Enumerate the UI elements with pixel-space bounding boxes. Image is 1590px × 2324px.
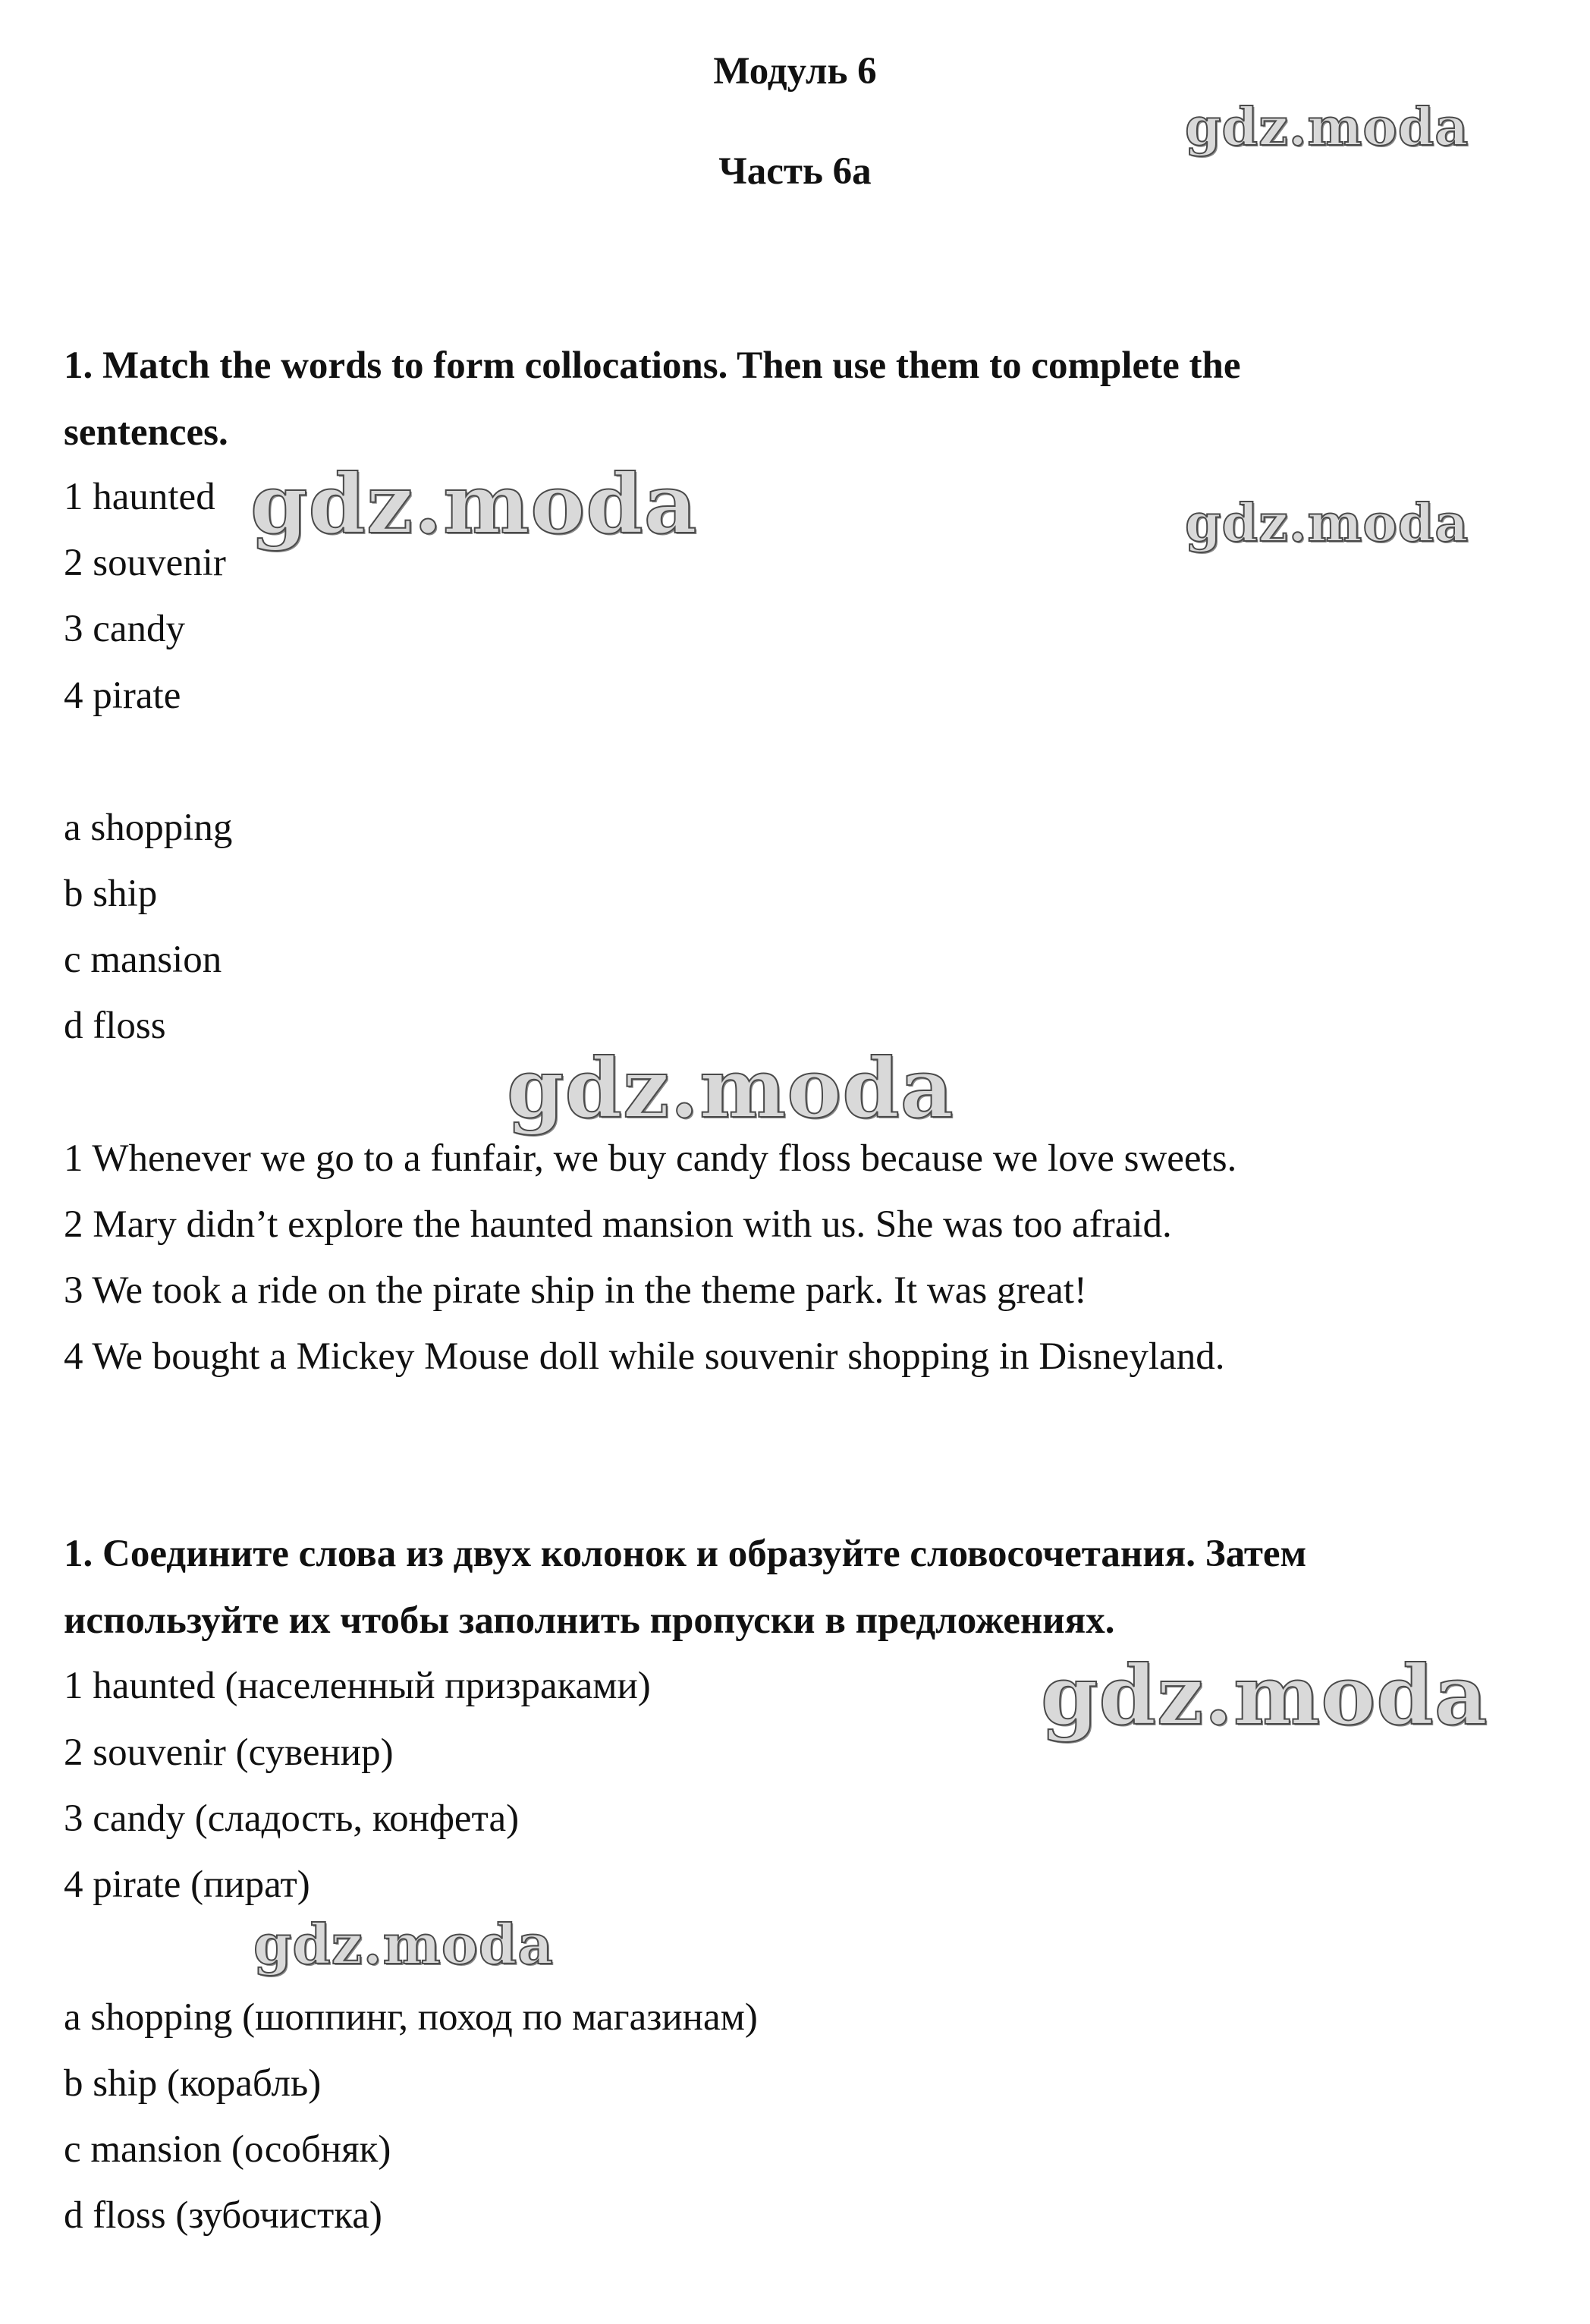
en-sentence-1: 1 Whenever we go to a funfair, we buy candy floss because we love sweets. xyxy=(64,1137,1237,1180)
en-right-item-a: a shopping xyxy=(64,807,233,849)
en-right-item-b: b ship xyxy=(64,873,158,915)
task-ru-line-1: 1. Соедините слова из двух колонок и образуйте словосочетания. Затем xyxy=(64,1533,1307,1575)
en-right-item-d: d floss xyxy=(64,1005,166,1047)
watermark: gdz.moda xyxy=(1041,1648,1488,1744)
watermark: gdz.moda xyxy=(1185,97,1469,158)
en-left-item-2: 2 souvenir xyxy=(64,542,226,584)
part-title: Часть 6а xyxy=(718,150,872,193)
watermark: gdz.moda xyxy=(250,457,698,552)
en-sentence-2: 2 Mary didn’t explore the haunted mansion with us. She was too afraid. xyxy=(64,1203,1172,1246)
ru-left-item-1: 1 haunted (населенный призраками) xyxy=(64,1665,651,1707)
ru-right-item-c: c mansion (особняк) xyxy=(64,2128,391,2171)
ru-right-item-b: b ship (корабль) xyxy=(64,2062,322,2105)
watermark: gdz.moda xyxy=(253,1912,554,1977)
ru-right-item-a: a shopping (шоппинг, поход по магазинам) xyxy=(64,1996,758,2039)
en-left-item-1: 1 haunted xyxy=(64,476,215,518)
en-right-item-c: c mansion xyxy=(64,939,222,981)
ru-right-item-d: d floss (зубочистка) xyxy=(64,2194,382,2237)
watermark: gdz.moda xyxy=(1185,493,1469,554)
task-en-line-2: sentences. xyxy=(64,411,228,454)
ru-left-item-4: 4 pirate (пират) xyxy=(64,1863,310,1906)
ru-left-item-2: 2 souvenir (сувенир) xyxy=(64,1731,394,1774)
task-ru-line-2: используйте их чтобы заполнить пропуски в предложениях. xyxy=(64,1599,1115,1642)
en-left-item-4: 4 pirate xyxy=(64,675,181,717)
ru-left-item-3: 3 candy (сладость, конфета) xyxy=(64,1797,520,1840)
en-sentence-4: 4 We bought a Mickey Mouse doll while souvenir shopping in Disneyland. xyxy=(64,1335,1225,1378)
watermark: gdz.moda xyxy=(507,1041,954,1137)
en-left-item-3: 3 candy xyxy=(64,608,186,650)
task-en-line-1: 1. Match the words to form collocations. Then use them to complete the xyxy=(64,344,1241,387)
en-sentence-3: 3 We took a ride on the pirate ship in the theme park. It was great! xyxy=(64,1269,1087,1312)
module-title: Модуль 6 xyxy=(713,50,877,93)
